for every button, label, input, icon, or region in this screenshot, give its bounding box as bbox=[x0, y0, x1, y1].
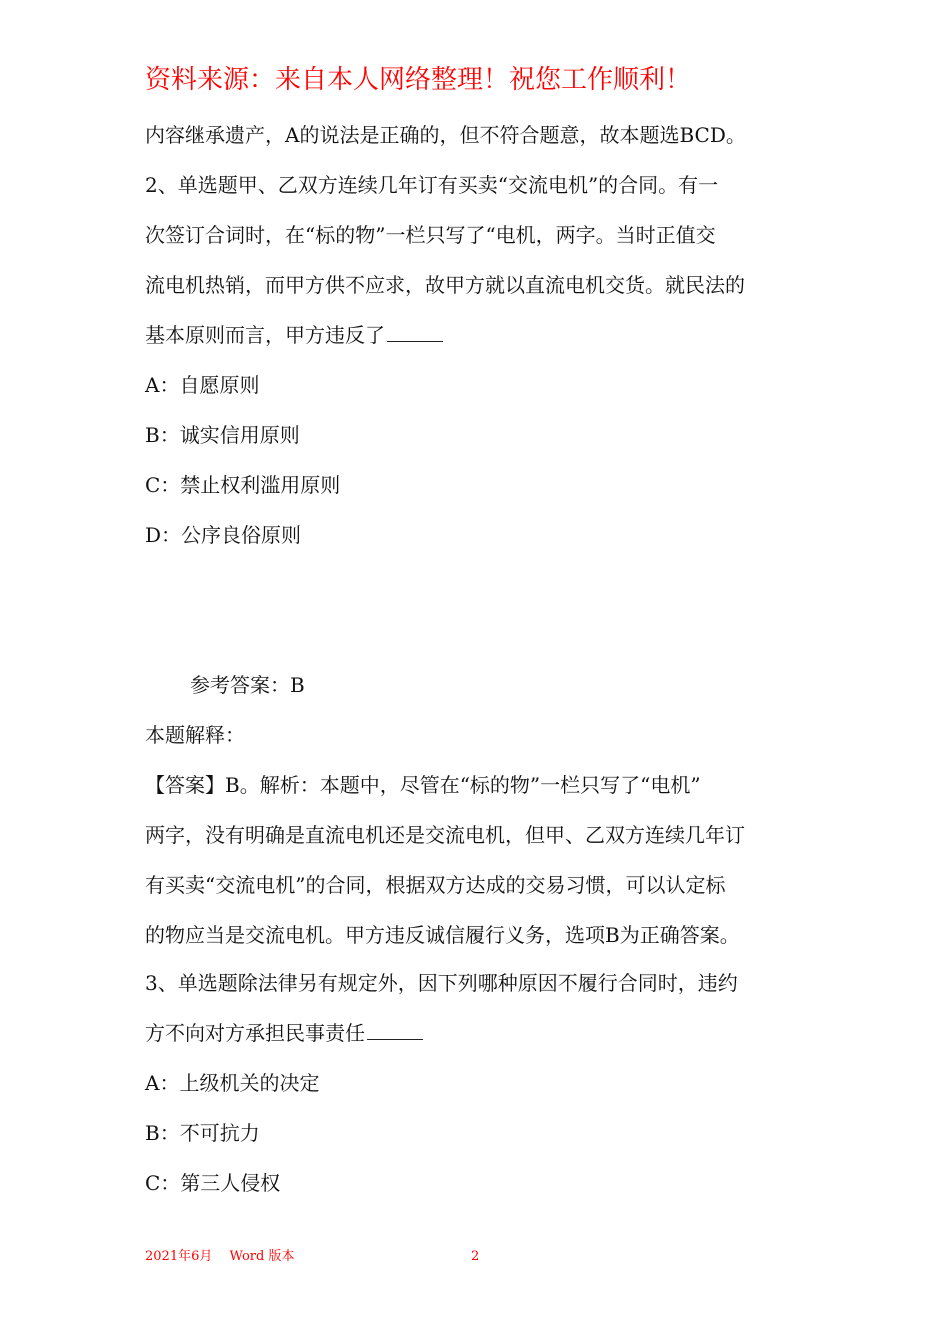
previous-answer-tail: 内容继承遗产，A的说法是正确的，但不符合题意，故本题选BCD。 bbox=[145, 123, 746, 147]
question-2-reference-answer: 参考答案：B bbox=[190, 673, 305, 697]
question-2-explanation-line-4: 的物应当是交流电机。甲方违反诚信履行义务，选项B为正确答案。 bbox=[145, 923, 740, 947]
question-2-stem-line-2: 次签订合词时，在“标的物”一栏只写了“电机，两字。当时正值交 bbox=[145, 223, 716, 247]
question-2-stem-line-4 bbox=[145, 320, 443, 350]
question-3-option-a: A：上级机关的决定 bbox=[145, 1071, 320, 1095]
question-2-stem-line-3: 流电机热销，而甲方供不应求，故甲方就以直流电机交货。就民法的 bbox=[145, 273, 745, 297]
question-3-option-b: B：不可抗力 bbox=[145, 1121, 260, 1145]
footer-date-version: 2021年6月 Word 版本 bbox=[145, 1249, 295, 1264]
question-3-stem-line-2 bbox=[145, 1018, 423, 1048]
question-2-explanation-line-1: 【答案】B。解析：本题中，尽管在“标的物”一栏只写了“电机” bbox=[145, 773, 701, 797]
question-2-option-c: C：禁止权利滥用原则 bbox=[145, 473, 341, 497]
source-note-header: 资料来源：来自本人网络整理！祝您工作顺利！ bbox=[145, 65, 692, 95]
question-2-option-b: B：诚实信用原则 bbox=[145, 423, 300, 447]
answer-blank bbox=[387, 323, 443, 342]
answer-blank bbox=[367, 1021, 423, 1040]
question-3-stem-line-1: 3、单选题除法律另有规定外，因下列哪种原因不履行合同时，违约 bbox=[145, 971, 738, 995]
question-2-stem-text: 基本原则而言，甲方违反了 bbox=[145, 323, 385, 347]
question-2-option-a: A：自愿原则 bbox=[145, 373, 260, 397]
question-2-stem-line-1: 2、单选题甲、乙双方连续几年订有买卖“交流电机”的合同。有一 bbox=[145, 173, 719, 197]
question-3-stem-text: 方不向对方承担民事责任 bbox=[145, 1021, 365, 1045]
question-3-option-c: C：第三人侵权 bbox=[145, 1171, 281, 1195]
question-2-explanation-line-3: 有买卖“交流电机”的合同，根据双方达成的交易习惯，可以认定标 bbox=[145, 873, 726, 897]
question-2-option-d: D：公序良俗原则 bbox=[145, 523, 302, 547]
footer-page-number: 2 bbox=[471, 1249, 480, 1264]
question-2-explanation-label: 本题解释： bbox=[145, 723, 245, 747]
question-2-explanation-line-2: 两字，没有明确是直流电机还是交流电机，但甲、乙双方连续几年订 bbox=[145, 823, 745, 847]
